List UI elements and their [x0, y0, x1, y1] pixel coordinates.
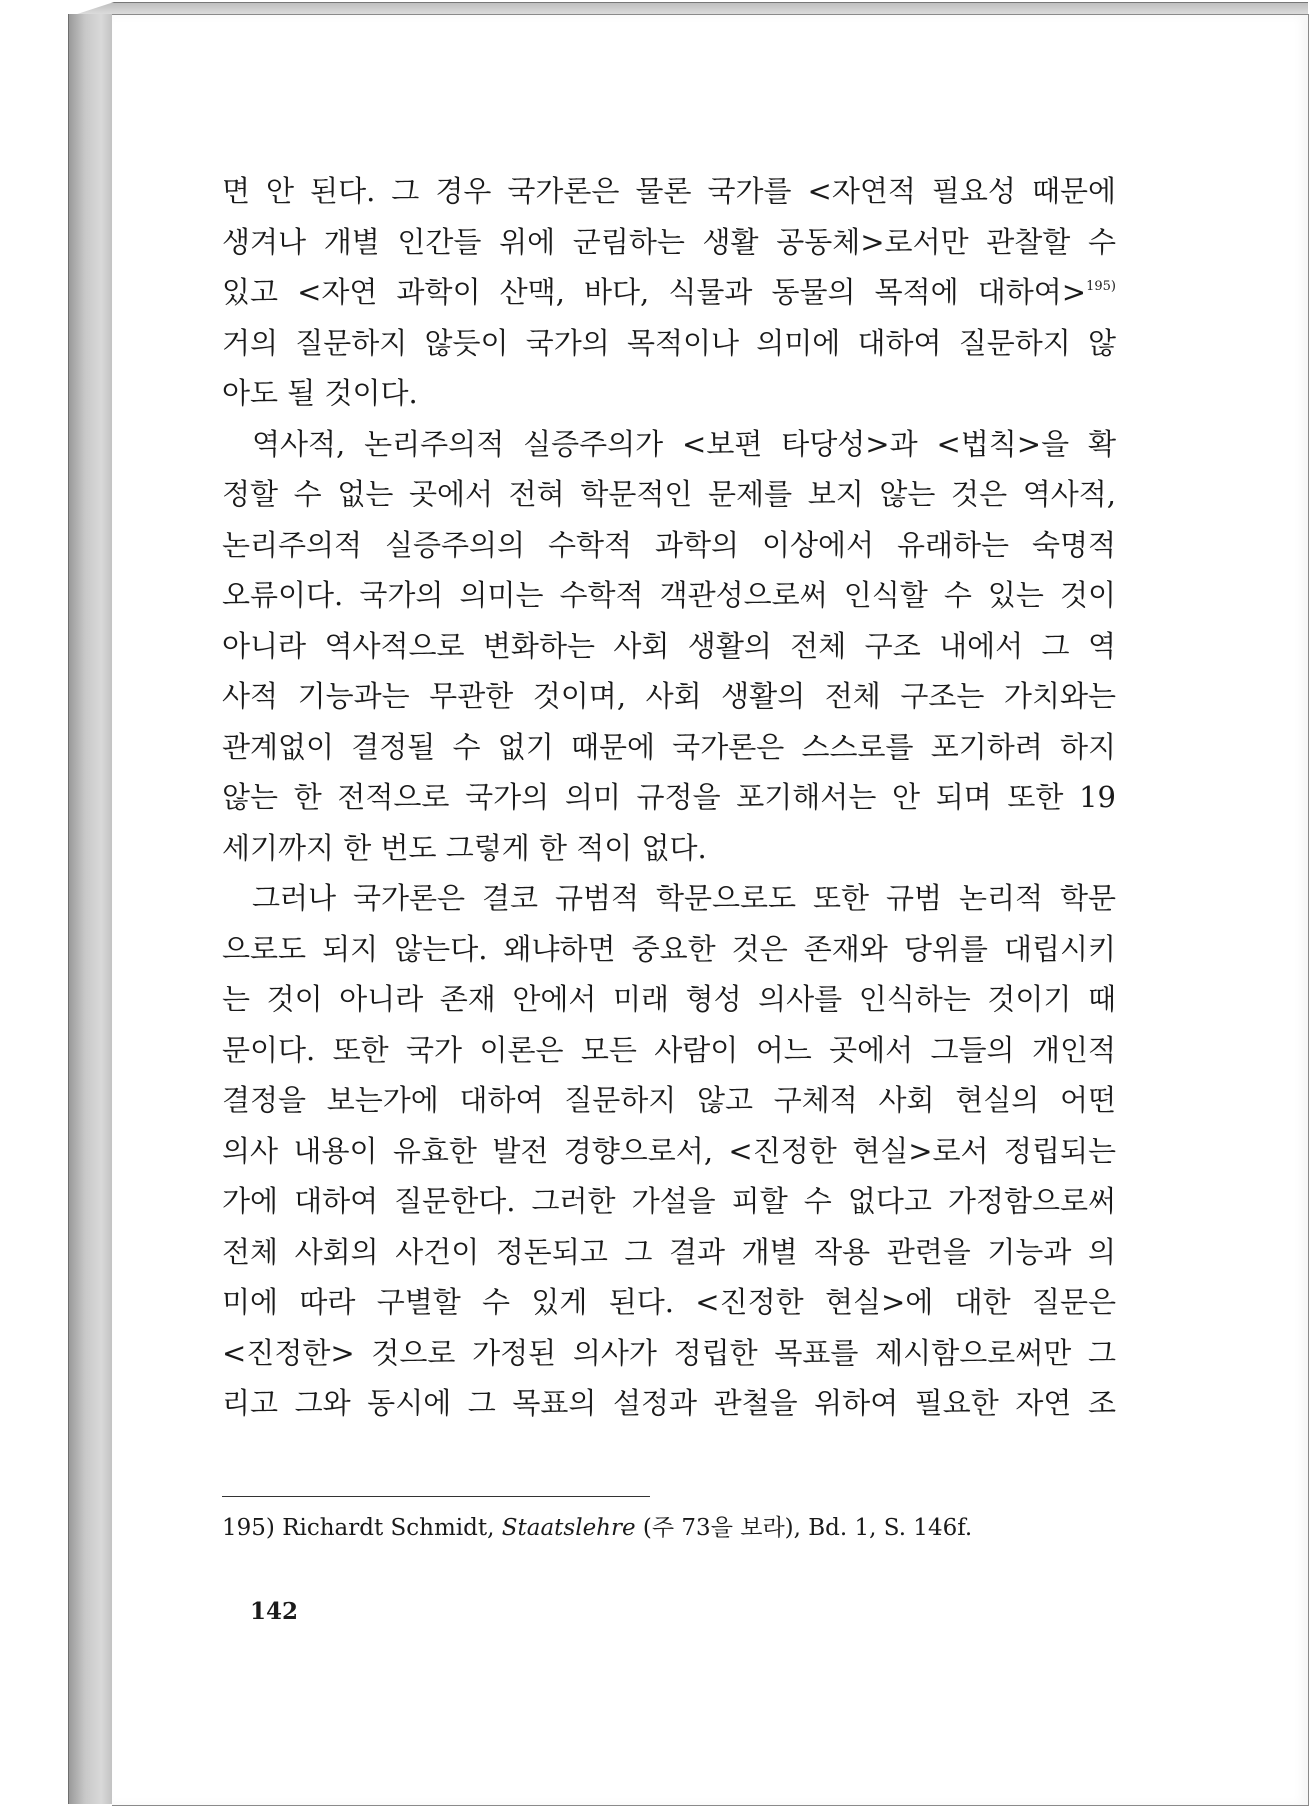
- text-line: <진정한> 것으로 가정된 의사가 정립한 목표를 제시함으로써만 그: [222, 1335, 1116, 1370]
- text-line: 정할 수 없는 곳에서 전혀 학문적인 문제를 보지 않는 것은 역사적,: [222, 477, 1116, 511]
- text-line-with-footnote: [222, 267, 1116, 318]
- footnote-number: 195): [222, 1515, 275, 1541]
- text-line: 생겨나 개별 인간들 위에 군림하는 생활 공동체>로서만 관찰할 수: [222, 224, 1116, 259]
- text-line: 문이다. 또한 국가 이론은 모든 사람이 어느 곳에서 그들의 개인적: [222, 1032, 1116, 1067]
- footnote-reference[interactable]: 195): [1086, 279, 1116, 294]
- text-line: 결정을 보는가에 대하여 질문하지 않고 구체적 사회 현실의 어떤: [222, 1083, 1116, 1117]
- text-line: 면 안 된다. 그 경우 국가론은 물론 국가를 <자연적 필요성 때문에: [222, 174, 1116, 208]
- body-text: [222, 166, 1116, 1429]
- paragraph-start: 역사적, 논리주의적 실증주의가 <보편 타당성>과 <법칙>을 확: [252, 426, 1116, 461]
- book-spine-edge: [68, 14, 115, 1804]
- footnote-title: Staatslehre: [501, 1515, 636, 1541]
- footnote-details: (주 73을 보라), Bd. 1, S. 146f.: [642, 1515, 973, 1541]
- text-line: 세기까지 한 번도 그렇게 한 적이 없다.: [222, 830, 707, 865]
- text-line-content: 있고 <자연 과학이 산맥, 바다, 식물과 동물의 목적에 대하여>: [222, 275, 1087, 309]
- text-line: 아도 될 것이다.: [222, 376, 418, 410]
- text-line: 미에 따라 구별할 수 있게 된다. <진정한 현실>에 대한 질문은: [222, 1285, 1116, 1319]
- text-line: 않는 한 전적으로 국가의 의미 규정을 포기해서는 안 되며 또한 19: [222, 780, 1116, 814]
- paragraph-start: 그러나 국가론은 결코 규범적 학문으로도 또한 규범 논리적 학문: [252, 881, 1116, 915]
- text-line: 논리주의적 실증주의의 수학적 과학의 이상에서 유래하는 숙명적: [222, 527, 1116, 562]
- text-line: 아니라 역사적으로 변화하는 사회 생활의 전체 구조 내에서 그 역: [222, 628, 1116, 663]
- text-line: 관계없이 결정될 수 없기 때문에 국가론은 스스로를 포기하려 하지: [222, 729, 1116, 764]
- text-line: 의사 내용이 유효한 발전 경향으로서, <진정한 현실>로서 정립되는: [222, 1133, 1116, 1168]
- footnote-divider: [222, 1496, 650, 1497]
- text-line: 는 것이 아니라 존재 안에서 미래 형성 의사를 인식하는 것이기 때: [222, 982, 1116, 1016]
- text-line: 오류이다. 국가의 의미는 수학적 객관성으로써 인식할 수 있는 것이: [222, 578, 1116, 612]
- footnote-author: Richardt Schmidt,: [282, 1515, 495, 1541]
- page-number: 142: [250, 1598, 299, 1625]
- footnote: [222, 1512, 1122, 1544]
- text-line: 사적 기능과는 무관한 것이며, 사회 생활의 전체 구조는 가치와는: [222, 679, 1116, 713]
- text-line: 으로도 되지 않는다. 왜냐하면 중요한 것은 존재와 당위를 대립시키: [222, 931, 1116, 966]
- text-line: 가에 대하여 질문한다. 그러한 가설을 피할 수 없다고 가정함으로써: [222, 1184, 1116, 1218]
- text-line: 거의 질문하지 않듯이 국가의 목적이나 의미에 대하여 질문하지 않: [222, 325, 1116, 360]
- text-line: 리고 그와 동시에 그 목표의 설정과 관철을 위하여 필요한 자연 조: [222, 1386, 1116, 1420]
- text-line: 전체 사회의 사건이 정돈되고 그 결과 개별 작용 관련을 기능과 의: [222, 1234, 1116, 1269]
